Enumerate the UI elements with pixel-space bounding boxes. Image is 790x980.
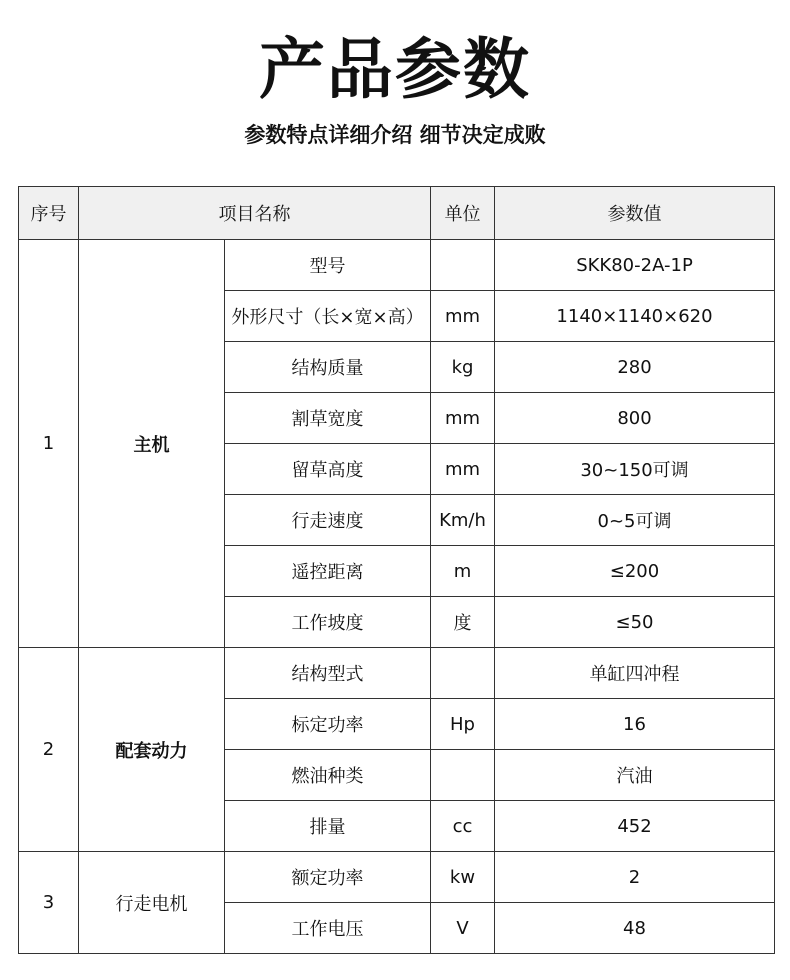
spec-table (18, 186, 775, 954)
group-name: 配套动力 (79, 648, 225, 852)
row-value: 1140×1140×620 (495, 291, 775, 342)
row-unit: mm (431, 291, 495, 342)
row-value: 48 (495, 903, 775, 954)
row-value: 452 (495, 801, 775, 852)
row-unit: mm (431, 444, 495, 495)
row-item: 行走速度 (225, 495, 431, 546)
row-value: SKK80-2A-1P (495, 240, 775, 291)
row-value: 800 (495, 393, 775, 444)
group-index: 1 (19, 240, 79, 648)
row-unit: cc (431, 801, 495, 852)
row-unit (431, 750, 495, 801)
row-value: ≤200 (495, 546, 775, 597)
row-unit: mm (431, 393, 495, 444)
row-value: 单缸四冲程 (495, 648, 775, 699)
row-unit: Km/h (431, 495, 495, 546)
group-index: 3 (19, 852, 79, 954)
row-unit: m (431, 546, 495, 597)
table-row (19, 648, 775, 699)
group-name: 行走电机 (79, 852, 225, 954)
header-row (19, 187, 775, 240)
header-index: 序号 (19, 187, 79, 240)
header-unit: 单位 (431, 187, 495, 240)
row-item: 排量 (225, 801, 431, 852)
row-value: 2 (495, 852, 775, 903)
row-item: 型号 (225, 240, 431, 291)
row-unit: kg (431, 342, 495, 393)
header-item-name: 项目名称 (79, 187, 431, 240)
row-item: 结构质量 (225, 342, 431, 393)
row-unit: 度 (431, 597, 495, 648)
group-index: 2 (19, 648, 79, 852)
row-value: 280 (495, 342, 775, 393)
row-unit: V (431, 903, 495, 954)
table-row (19, 240, 775, 291)
page-title: 产品参数 (259, 31, 531, 108)
row-item: 工作电压 (225, 903, 431, 954)
table-row (19, 852, 775, 903)
row-value: 16 (495, 699, 775, 750)
row-item: 结构型式 (225, 648, 431, 699)
row-value: ≤50 (495, 597, 775, 648)
page-subtitle: 参数特点详细介绍 细节决定成败 (244, 123, 546, 147)
row-unit: kw (431, 852, 495, 903)
row-item: 留草高度 (225, 444, 431, 495)
row-item: 遥控距离 (225, 546, 431, 597)
spec-table-body (19, 240, 775, 954)
row-item: 外形尺寸（长×宽×高） (225, 291, 431, 342)
row-item: 割草宽度 (225, 393, 431, 444)
row-item: 工作坡度 (225, 597, 431, 648)
row-value: 0~5可调 (495, 495, 775, 546)
row-item: 额定功率 (225, 852, 431, 903)
row-value: 汽油 (495, 750, 775, 801)
row-unit (431, 648, 495, 699)
row-item: 标定功率 (225, 699, 431, 750)
row-unit: Hp (431, 699, 495, 750)
row-unit (431, 240, 495, 291)
group-name: 主机 (79, 240, 225, 648)
header-value: 参数值 (495, 187, 775, 240)
row-item: 燃油种类 (225, 750, 431, 801)
row-value: 30~150可调 (495, 444, 775, 495)
